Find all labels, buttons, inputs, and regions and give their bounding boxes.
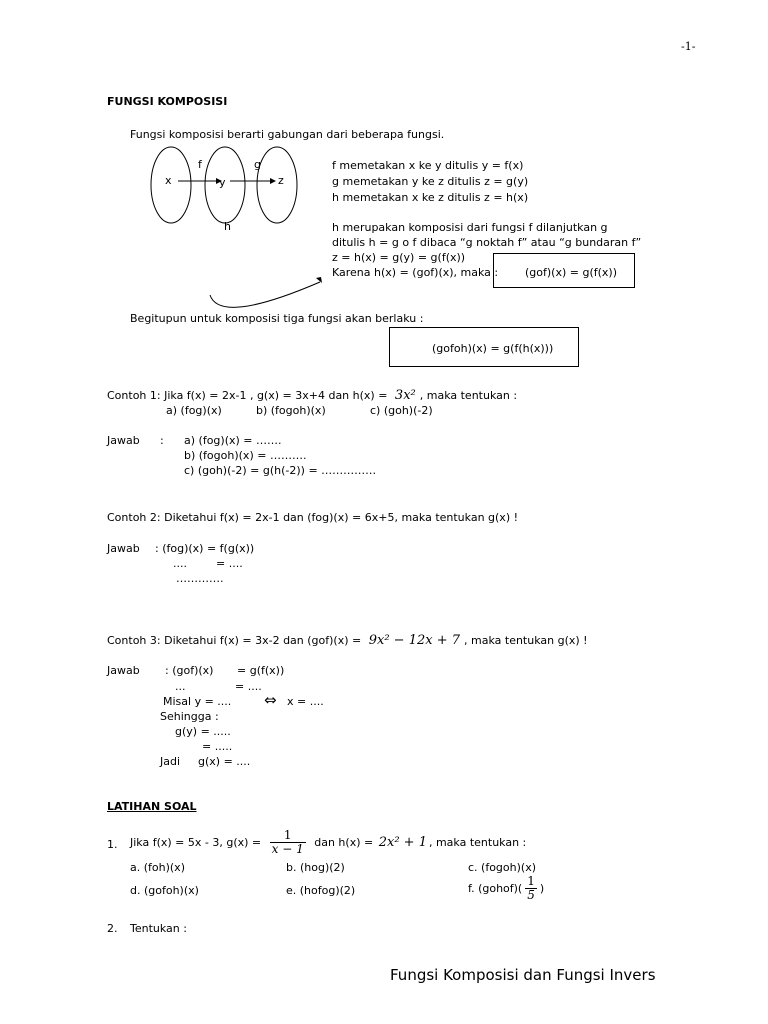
label-g: g: [254, 158, 261, 171]
answer-2-line-1: : (fog)(x) = f(g(x)): [155, 542, 255, 555]
example-3-prefix: Contoh 3: Diketahui f(x) = 3x-2 dan (gof)(x) =: [107, 634, 365, 647]
exercise-1f-suffix: ): [539, 882, 545, 895]
footer-title: Fungsi Komposisi dan Fungsi Invers: [390, 966, 656, 984]
gx-denominator: x − 1: [271, 842, 304, 856]
example-3-expr: 9x² − 12x + 7: [368, 633, 461, 648]
exercise-1f-prefix: f. (gohof)(: [468, 882, 523, 895]
example-1-part-a: a) (fog)(x): [166, 404, 222, 417]
definition-f: f memetakan x ke y ditulis y = f(x): [332, 159, 524, 172]
label-x: x: [165, 174, 172, 187]
answer-3-gy: g(y) = .....: [175, 725, 231, 738]
label-f: f: [198, 158, 202, 171]
answer-3-line-2a: ...: [175, 680, 186, 693]
exercise-1-hx: 2x² + 1: [378, 835, 427, 850]
example-1-suffix: , maka tentukan :: [419, 389, 518, 402]
exercise-1-number: 1.: [107, 838, 118, 851]
answer-3-label: Jawab: [107, 664, 140, 677]
arrow-h-curve: [210, 282, 320, 307]
exercise-1e: e. (hofog)(2): [286, 884, 356, 897]
answer-1-line-c: c) (goh)(-2) = g(h(-2)) = ……………: [184, 464, 377, 477]
example-1-part-b: b) (fogoh)(x): [256, 404, 326, 417]
exercise-1d: d. (gofoh)(x): [130, 884, 199, 897]
answer-2-line-3: ………….: [176, 572, 224, 585]
f-fraction: [525, 875, 537, 902]
exercise-title: LATIHAN SOAL: [107, 800, 197, 813]
answer-3-line-2b: = ....: [235, 680, 262, 693]
exercise-2-text: Tentukan :: [130, 922, 187, 935]
answer-2-label: Jawab: [107, 542, 140, 555]
definition-g: g memetakan y ke z ditulis z = g(y): [332, 175, 529, 188]
explanation-line-2: ditulis h = g o f dibaca “g noktah f” atau “g bundaran f”: [332, 236, 642, 249]
answer-1-line-b: b) (fogoh)(x) = ……….: [184, 449, 307, 462]
formula-gof: (gof)(x) = g(f(x)): [525, 266, 618, 279]
explanation-line-3: z = h(x) = g(y) = g(f(x)): [332, 251, 466, 264]
exercise-1-statement: [130, 829, 526, 856]
answer-3-line-1a: : (gof)(x): [165, 664, 214, 677]
answer-3-misal: Misal y = ....: [163, 695, 232, 708]
exercise-1-prefix: Jika f(x) = 5x - 3, g(x) =: [130, 836, 262, 849]
answer-1-colon: :: [160, 434, 164, 447]
answer-3-line-1b: = g(f(x)): [237, 664, 285, 677]
answer-3-gx: g(x) = ....: [198, 755, 251, 768]
answer-3-sehingga: Sehingga :: [160, 710, 219, 723]
exercise-1b: b. (hog)(2): [286, 861, 345, 874]
page-number: -1-: [681, 40, 696, 53]
three-function-text: Begitupun untuk komposisi tiga fungsi akan berlaku :: [130, 312, 424, 325]
exercise-2-number: 2.: [107, 922, 118, 935]
example-1-prefix: Contoh 1: Jika f(x) = 2x-1 , g(x) = 3x+4 dan h(x) =: [107, 389, 391, 402]
explanation-line-1: h merupakan komposisi dari fungsi f dilanjutkan g: [332, 221, 608, 234]
exercise-1-mid: dan h(x) =: [314, 836, 374, 849]
f-denominator: 5: [527, 888, 535, 902]
example-3-suffix: , maka tentukan g(x) !: [464, 634, 588, 647]
label-h: h: [224, 220, 231, 233]
iff-symbol: ⇔: [264, 691, 277, 709]
mapping-diagram: [140, 145, 340, 315]
answer-1-label: Jawab: [107, 434, 140, 447]
intro-text: Fungsi komposisi berarti gabungan dari beberapa fungsi.: [130, 128, 445, 141]
exercise-1c: c. (fogoh)(x): [468, 861, 537, 874]
example-2: Contoh 2: Diketahui f(x) = 2x-1 dan (fog)(x) = 6x+5, maka tentukan g(x) !: [107, 511, 519, 524]
label-z: z: [278, 174, 284, 187]
arrow-g-head: [270, 178, 276, 184]
gx-numerator: 1: [270, 829, 306, 843]
gx-fraction: [270, 829, 306, 856]
answer-1-line-a: a) (fog)(x) = …….: [184, 434, 282, 447]
example-1-hx: 3x²: [394, 388, 416, 403]
answer-3-x: x = ....: [287, 695, 324, 708]
label-y: y: [219, 176, 226, 189]
page-title: FUNGSI KOMPOSISI: [107, 95, 228, 108]
answer-2-line-2a: ....: [173, 557, 187, 570]
answer-3-eq: = .....: [202, 740, 233, 753]
f-numerator: 1: [527, 874, 535, 888]
exercise-1f: [468, 875, 544, 902]
definition-h: h memetakan x ke z ditulis z = h(x): [332, 191, 529, 204]
example-3: [107, 633, 588, 648]
answer-2-line-2b: = ....: [216, 557, 243, 570]
example-1: [107, 388, 517, 403]
formula-gofoh: (gofoh)(x) = g(f(h(x))): [432, 342, 554, 355]
example-1-part-c: c) (goh)(-2): [370, 404, 433, 417]
answer-3-jadi: Jadi: [160, 755, 181, 768]
codomain-ellipse: [257, 147, 297, 223]
exercise-1a: a. (foh)(x): [130, 861, 185, 874]
exercise-1-suffix: , maka tentukan :: [428, 836, 527, 849]
explanation-line-4: Karena h(x) = (gof)(x), maka :: [332, 266, 499, 279]
